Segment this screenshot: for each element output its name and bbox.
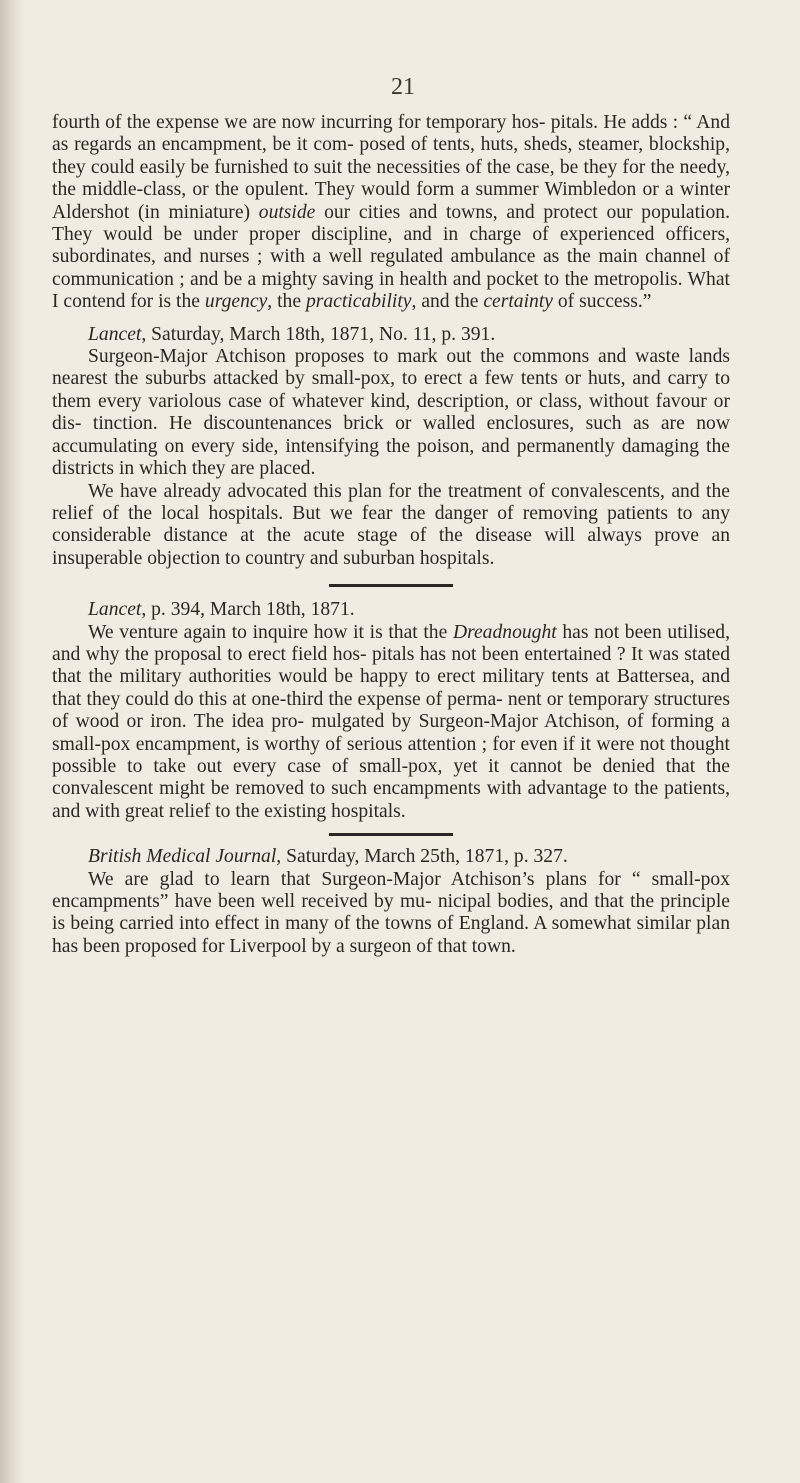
text-run: , the bbox=[267, 291, 306, 313]
citation-lancet-391 bbox=[52, 324, 730, 346]
emphasis-urgency: urgency bbox=[204, 291, 268, 313]
text-run: our cities and towns, and protect our population. They would be under proper discipline, and in charge of experienced officers, subordinates, and nurses ; with a well regulated ambulance as the main channel of communication ; and be a mighty saving in health and pocket to the metropolis. What I contend for is the bbox=[52, 201, 730, 313]
citation-details: , Saturday, March 25th, 1871, p. 327. bbox=[276, 846, 568, 868]
citation-source: Lancet bbox=[88, 599, 142, 621]
quote-paragraph bbox=[52, 112, 730, 314]
emphasis-practicability: practicability bbox=[305, 291, 412, 313]
citation-source: Lancet bbox=[88, 323, 142, 345]
emphasis-dreadnought: Dreadnought bbox=[452, 621, 557, 643]
citation-details: , Saturday, March 18th, 1871, No. 11, p. 391. bbox=[141, 323, 496, 345]
lancet-394-paragraph bbox=[52, 622, 730, 824]
citation-lancet-394 bbox=[52, 599, 730, 621]
citation-details: , p. 394, March 18th, 1871. bbox=[141, 599, 355, 621]
lancet-391-paragraph-2: We have already advocated this plan for the treatment of convalescents, and the relief of the local hospitals. But we fear the danger of removing patients to any considerable distance at the acute stage of the disease will always prove an insuperable objection to country and suburban hospitals. bbox=[52, 480, 730, 569]
emphasis-certainty: certainty bbox=[483, 291, 553, 313]
section-divider bbox=[329, 833, 453, 836]
text-run: of success.” bbox=[552, 291, 652, 313]
spacer bbox=[52, 314, 730, 322]
citation-source: British Medical Journal bbox=[88, 846, 277, 868]
emphasis-outside: outside bbox=[258, 201, 316, 223]
section-divider bbox=[329, 584, 453, 587]
text-run: has not been utilised, and why the proposal to erect field hos- pitals has not been entertained ? It was stated that the military authorities would be happy to erect military tents at Battersea, and that they could do this at one-third the expense of perma- nent or temporary structures of wood or iron. The idea pro- mulgated by Surgeon-Major Atchison, of forming a small-pox encampment, is worthy of serious attention ; for even if it were not thought possible to take out every case of small-pox, yet it cannot be denied that the convalescent might be removed to such encampments with advantage to the patients, and with great relief to the existing hospitals. bbox=[52, 621, 730, 822]
text-run: , and the bbox=[411, 291, 484, 313]
document-body bbox=[52, 112, 730, 958]
bmj-327-paragraph: We are glad to learn that Surgeon-Major Atchison’s plans for “ small-pox encampments” have been well received by mu- nicipal bodies, and that the principle is being carried into effect in many of the towns of England. A somewhat similar plan has been proposed for Liverpool by a surgeon of that town. bbox=[52, 868, 730, 957]
text-run: fourth of the expense we are now incurring for temporary hos- pitals. He adds : “ And as regards an encampment, be it com- posed of tents, huts, sheds, steamer, blockship, they could easily be furnished to suit the necessities of the case, be they for the needy, the middle-class, or the opulent. They would form a summer Wimbledon or a winter Aldershot (in miniature) bbox=[52, 112, 730, 223]
page-edge-shadow bbox=[0, 0, 26, 1483]
text-run: We venture again to inquire how it is that the bbox=[88, 621, 453, 643]
lancet-391-paragraph-1: Surgeon-Major Atchison proposes to mark out the commons and waste lands nearest the suburbs attacked by small-pox, to erect a few tents or huts, and carry to them every variolous case of whatever kind, description, or class, without favour or dis- tinction. He discountenances brick or walled enclosures, such as are now accumulating on every side, intensifying the poison, and permanently damaging the districts in which they are placed. bbox=[52, 346, 730, 480]
page-number: 21 bbox=[391, 74, 415, 100]
citation-bmj-327 bbox=[52, 846, 730, 868]
